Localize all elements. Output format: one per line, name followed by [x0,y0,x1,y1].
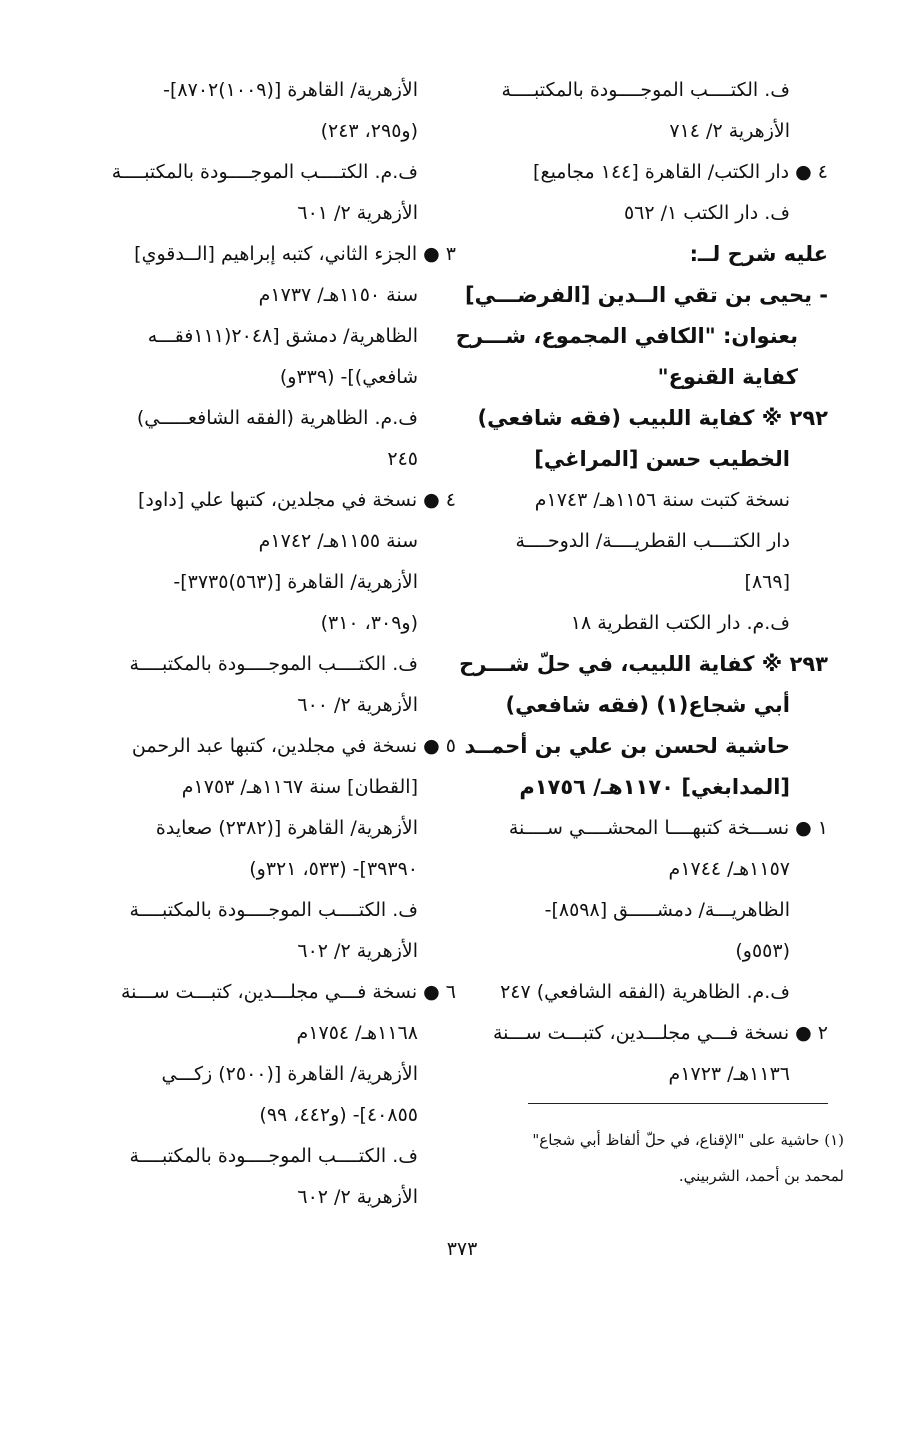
right-column-line: ٢٩٣ ※ كفاية اللبيب، في حلّ شـــرح [459,652,828,676]
right-column-line: ف.م. الظاهرية (الفقه الشافعي) ٢٤٧ [500,981,790,1003]
right-column-line: الأزهرية ٢/ ٧١٤ [669,120,790,142]
left-column-line: ٢٤٥ [387,448,418,470]
right-column-line: ف.م. دار الكتب القطرية ١٨ [570,612,790,634]
right-column-line: ١١٣٦هـ/ ١٧٢٣م [668,1063,790,1085]
right-column-line: ف. دار الكتب ١/ ٥٦٢ [623,202,790,224]
footnote-line-2: لمحمد بن أحمد، الشربيني. [678,1167,844,1185]
left-column-line: الأزهرية ٢/ ٦٠٢ [297,1186,418,1208]
left-column [96,70,456,1218]
right-column-line: ف. الكتــــب الموجــــودة بالمكتبــــة [501,79,790,101]
footnote-divider [528,1103,828,1104]
left-column-line: الأزهرية ٢/ ٦٠١ [297,202,418,224]
left-column-line: ١١٦٨هـ/ ١٧٥٤م [296,1022,418,1044]
left-column-line: (و٢٩٥، ٢٤٣) [320,120,418,142]
right-column-line: ١ ● نســـخة كتبهــــا المحشــــي ســــنة [508,817,828,839]
left-column-line: ٤ ● نسخة في مجلدين، كتبها علي [داود] [138,489,456,511]
left-column-line: الظاهرية/ دمشق [٢٠٤٨(١١١فقـــه [147,325,418,347]
left-column-line: [القطان] سنة ١١٦٧هـ/ ١٧٥٣م [181,776,418,798]
right-column-line: [٨٦٩] [744,571,790,593]
right-column-line: ٢ ● نسخة فـــي مجلـــدين، كتبـــت ســـنة [492,1022,828,1044]
left-column-line: الأزهرية/ القاهرة [(١٠٠٩)٨٧٠٢]- [163,79,418,101]
left-column-line: الأزهرية/ القاهرة [(٥٦٣)٣٧٣٥]- [173,571,418,593]
left-column-line: ف.م. الكتــــب الموجــــودة بالمكتبــــة [111,161,418,183]
right-column-line: نسخة كتبت سنة ١١٥٦هـ/ ١٧٤٣م [534,489,790,511]
right-column-line: [المدابغي] ١١٧٠هـ/ ١٧٥٦م [519,775,790,799]
left-column-line: سنة ١١٥٥هـ/ ١٧٤٢م [258,530,418,552]
right-column-line: أبي شجاع(١) (فقه شافعي) [505,693,790,717]
left-column-line: الأزهرية ٢/ ٦٠٢ [297,940,418,962]
left-column-line: (و٣٠٩، ٣١٠) [320,612,418,634]
right-column-line: الخطيب حسن [المراغي] [534,447,790,471]
right-column-line: (٥٥٣و) [735,940,790,962]
left-column-line: ف.م. الظاهرية (الفقه الشافعـــــي) [136,407,418,429]
right-column-line: ٤ ● دار الكتب/ القاهرة [١٤٤ مجاميع] [533,161,828,183]
left-column-line: ف. الكتــــب الموجــــودة بالمكتبــــة [129,653,418,675]
left-column-line: ف. الكتــــب الموجــــودة بالمكتبــــة [129,1145,418,1167]
right-column-line: دار الكتــــب القطريــــة/ الدوحــــة [515,530,790,552]
right-column-line: الظاهريـــة/ دمشـــــق [٨٥٩٨]- [544,899,790,921]
left-column-line: الأزهرية/ القاهرة [(٢٥٠٠) زكـــي [161,1063,418,1085]
left-column-line: سنة ١١٥٠هـ/ ١٧٣٧م [258,284,418,306]
right-column-line: بعنوان: "الكافي المجموع، شـــرح [455,324,798,348]
footnote [504,1122,844,1194]
left-column-line: الأزهرية ٢/ ٦٠٠ [297,694,418,716]
left-column-line: ٤٠٨٥٥]- (و٤٤٢، ٩٩) [259,1104,418,1126]
left-column-line: ٣٩٣٩٠]- (٥٣٣، ٣٢١و) [249,858,418,880]
footnote-line-1: (١) حاشية على "الإقناع، في حلّ ألفاظ أبي شجاع" [532,1131,844,1149]
right-column-line: ٢٩٢ ※ كفاية اللبيب (فقه شافعي) [477,406,828,430]
left-column-line: ف. الكتــــب الموجــــودة بالمكتبــــة [129,899,418,921]
left-column-line: الأزهرية/ القاهرة [(٢٣٨٢) صعايدة [155,817,418,839]
right-column-line: ١١٥٧هـ/ ١٧٤٤م [668,858,790,880]
right-column-line: حاشية لحسن بن علي بن أحمــد [464,734,790,758]
right-column-line: كفاية القنوع" [657,365,798,389]
left-column-line: شافعي)]- (٣٣٩و) [279,366,418,388]
left-column-line: ٣ ● الجزء الثاني، كتبه إبراهيم [الــدقوي] [134,243,456,265]
right-column-line: عليه شرح لــ: [689,242,828,266]
left-column-line: ٥ ● نسخة في مجلدين، كتبها عبد الرحمن [131,735,456,757]
right-column-line: - يحيى بن تقي الــدين [الفرضـــي] [464,283,828,307]
left-column-line: ٦ ● نسخة فـــي مجلـــدين، كتبـــت ســـنة [120,981,456,1003]
page-number: ٣٧٣ [446,1238,478,1260]
right-column [455,70,828,1095]
